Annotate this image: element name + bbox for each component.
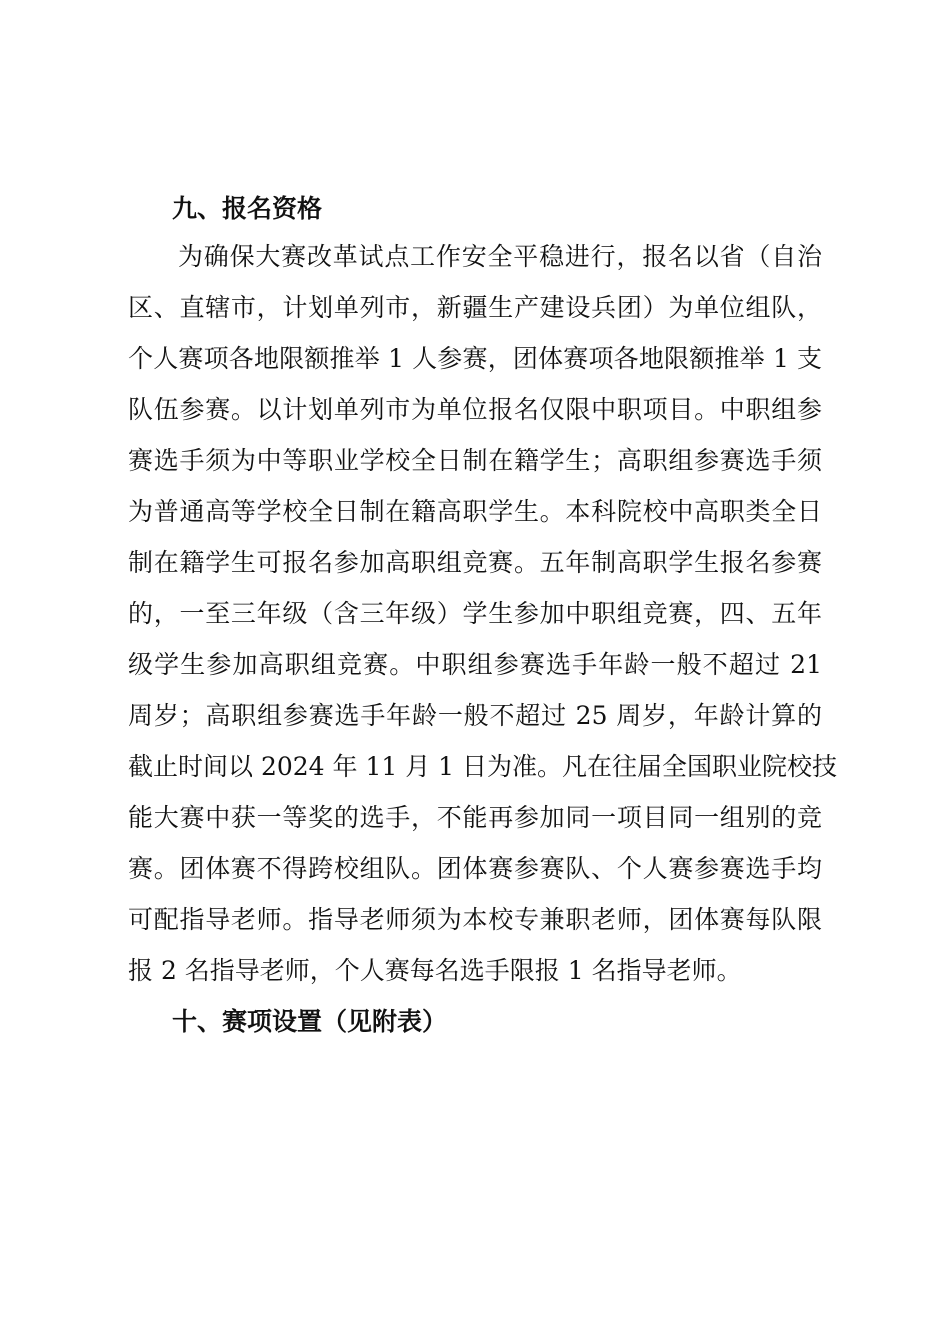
section-heading-9: 九、报名资格: [172, 194, 323, 223]
paragraph-line: 为普通高等学校全日制在籍高职学生。本科院校中高职类全日: [128, 497, 822, 526]
paragraph-line: 能大赛中获一等奖的选手，不能再参加同一项目同一组别的竞: [128, 803, 822, 832]
paragraph-line: 个人赛项各地限额推举 1 人参赛，团体赛项各地限额推举 1 支: [128, 344, 822, 373]
paragraph-line: 赛选手须为中等职业学校全日制在籍学生；高职组参赛选手须: [128, 446, 822, 475]
paragraph-line: 周岁；高职组参赛选手年龄一般不超过 25 周岁，年龄计算的: [128, 701, 822, 730]
paragraph-line: 截止时间以 2024 年 11 月 1 日为准。凡在往届全国职业院校技: [128, 752, 838, 781]
paragraph-line: 报 2 名指导老师，个人赛每名选手限报 1 名指导老师。: [128, 956, 742, 985]
paragraph-line: 为确保大赛改革试点工作安全平稳进行，报名以省（自治: [178, 242, 822, 271]
paragraph-line: 队伍参赛。以计划单列市为单位报名仅限中职项目。中职组参: [128, 395, 822, 424]
paragraph-line: 级学生参加高职组竞赛。中职组参赛选手年龄一般不超过 21: [128, 650, 822, 679]
paragraph-line: 赛。团体赛不得跨校组队。团体赛参赛队、个人赛参赛选手均: [128, 854, 822, 883]
paragraph-line: 区、直辖市，计划单列市，新疆生产建设兵团）为单位组队，: [128, 293, 822, 322]
paragraph-line: 的，一至三年级（含三年级）学生参加中职组竞赛，四、五年: [128, 599, 822, 628]
section-heading-10: 十、赛项设置（见附表）: [172, 1007, 448, 1036]
paragraph-line: 制在籍学生可报名参加高职组竞赛。五年制高职学生报名参赛: [128, 548, 822, 577]
paragraph-line: 可配指导老师。指导老师须为本校专兼职老师，团体赛每队限: [128, 905, 822, 934]
